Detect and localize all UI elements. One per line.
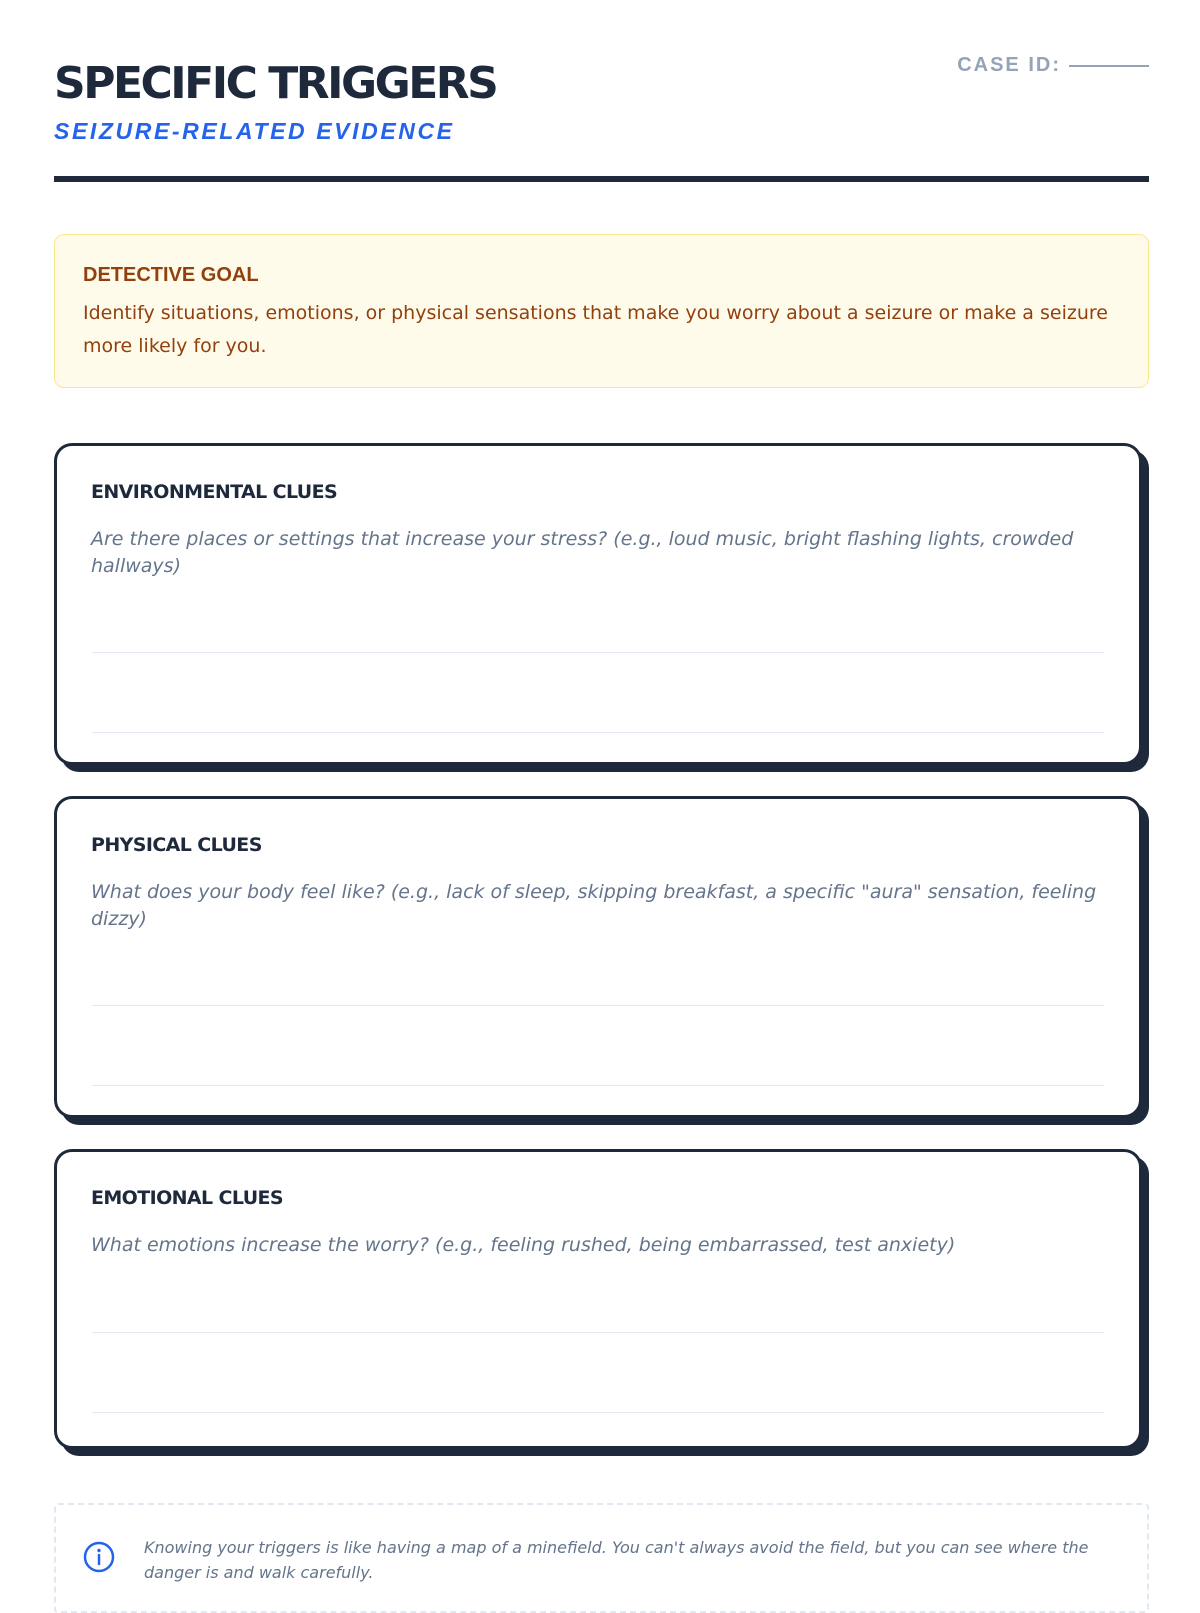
case-id-blank xyxy=(1069,65,1149,67)
page-subtitle: SEIZURE-RELATED EVIDENCE xyxy=(54,118,455,144)
tip-text: Knowing your triggers is like having a map of a minefield. You can't always avoid the field, but you can see where the danger is and walk carefully. xyxy=(144,1538,1089,1582)
environmental-clues-card xyxy=(54,443,1142,765)
emotional-clues-card xyxy=(54,1149,1142,1449)
section-prompt: What emotions increase the worry? (e.g., feeling rushed, being embarrassed, test anxiety) xyxy=(91,1234,956,1256)
answer-line xyxy=(92,1005,1104,1006)
section-title: ENVIRONMENTAL CLUES xyxy=(91,481,338,503)
answer-line xyxy=(92,1412,1104,1413)
case-id-label: CASE ID: xyxy=(957,54,1061,76)
answer-line xyxy=(92,1085,1104,1086)
section-title: EMOTIONAL CLUES xyxy=(91,1187,284,1209)
answer-line xyxy=(92,732,1104,733)
info-icon xyxy=(83,1541,115,1573)
detective-goal-box xyxy=(54,234,1149,388)
goal-title: DETECTIVE GOAL xyxy=(83,264,259,286)
answer-line xyxy=(92,652,1104,653)
page-header xyxy=(54,0,1149,182)
section-title: PHYSICAL CLUES xyxy=(91,834,262,856)
page-title: SPECIFIC TRIGGERS xyxy=(54,58,497,109)
goal-text: Identify situations, emotions, or physical sensations that make you worry about a seizure or make a seizure more likely for you. xyxy=(83,302,1108,357)
worksheet-page xyxy=(54,0,1149,1582)
tip-box xyxy=(54,1503,1149,1613)
section-prompt: What does your body feel like? (e.g., lack of sleep, skipping breakfast, a specific "aura" sensation, feeling dizzy) xyxy=(91,881,1097,930)
physical-clues-card xyxy=(54,796,1142,1118)
section-prompt: Are there places or settings that increase your stress? (e.g., loud music, bright flashing lights, crowded hallways) xyxy=(91,528,1074,577)
case-id-field xyxy=(957,54,1149,77)
answer-line xyxy=(92,1332,1104,1333)
